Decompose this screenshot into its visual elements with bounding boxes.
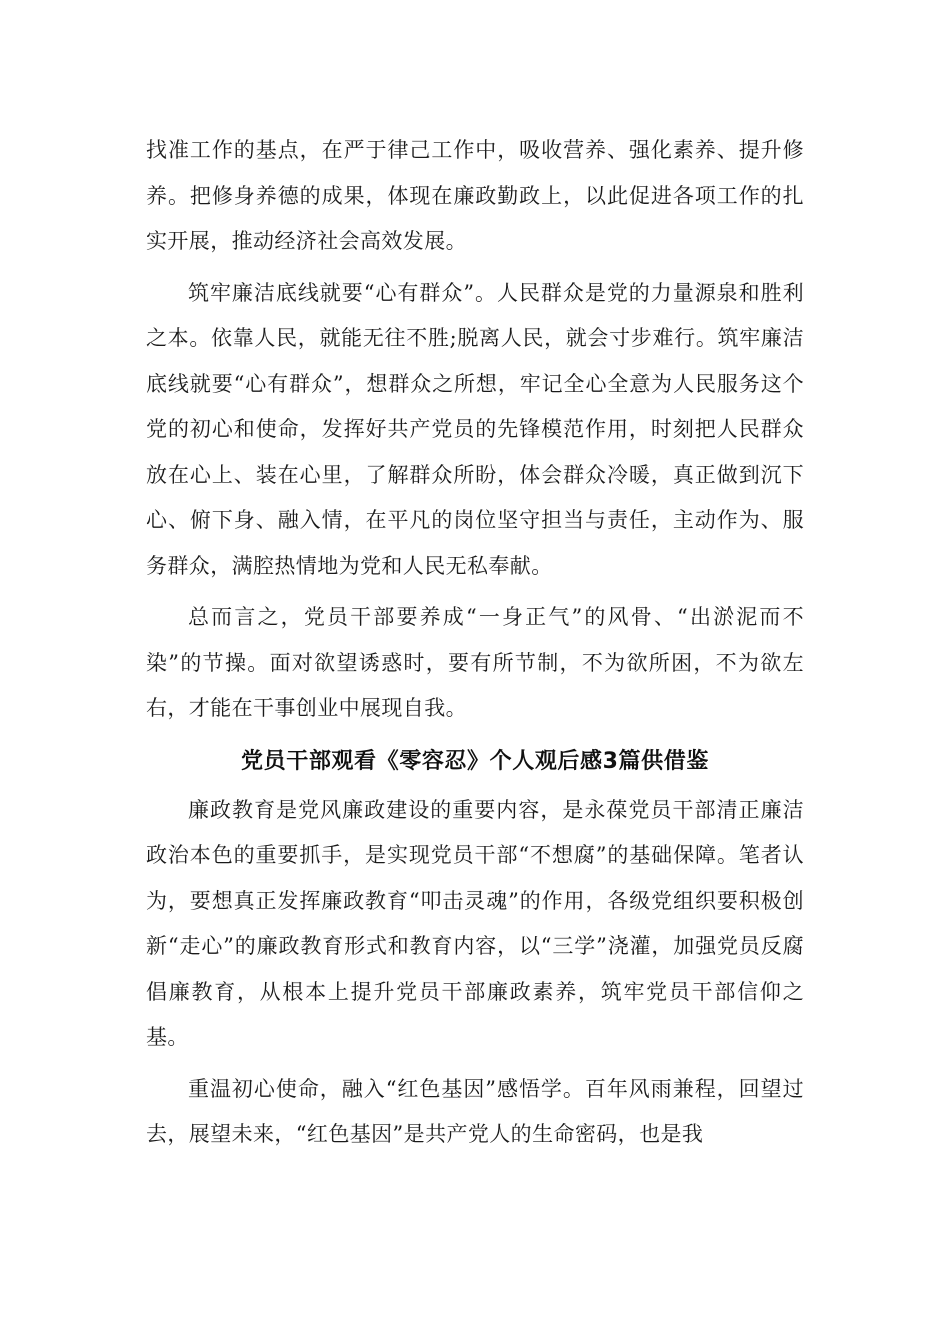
document-body	[146, 128, 804, 1158]
paragraph-continued: 找准工作的基点，在严于律己工作中，吸收营养、强化素养、提升修养。把修身养德的成果，体现在廉政勤政上，以此促进各项工作的扎实开展，推动经济社会高效发展。	[146, 138, 804, 253]
paragraph-conclusion: 总而言之，党员干部要养成“一身正气”的风骨、“出淤泥而不染”的节操。面对欲望诱惑时，要有所节制，不为欲所困，不为欲左右，才能在干事创业中展现自我。	[146, 605, 804, 720]
paragraph-intro: 廉政教育是党风廉政建设的重要内容，是永葆党员干部清正廉洁政治本色的重要抓手，是实现党员干部“不想腐”的基础保障。笔者认为，要想真正发挥廉政教育“叩击灵魂”的作用，各级党组织要积极创新“走心”的廉政教育形式和教育内容，以“三学”浇灌，加强党员反腐倡廉教育，从根本上提升党员干部廉政素养，筑牢党员干部信仰之基。	[146, 797, 804, 1049]
paragraph-masses: 筑牢廉洁底线就要“心有群众”。人民群众是党的力量源泉和胜利之本。依靠人民，就能无往不胜;脱离人民，就会寸步难行。筑牢廉洁底线就要“心有群众”，想群众之所想，牢记全心全意为人民服务这个党的初心和使命，发挥好共产党员的先锋模范作用，时刻把人民群众放在心上、装在心里，了解群众所盼，体会群众冷暖，真正做到沉下心、俯下身、融入情，在平凡的岗位坚守担当与责任，主动作为、服务群众，满腔热情地为党和人民无私奉献。	[146, 280, 804, 578]
paragraph-red-gene: 重温初心使命，融入“红色基因”感悟学。百年风雨兼程，回望过去，展望未来，“红色基因”是共产党人的生命密码，也是我	[146, 1076, 804, 1146]
section-heading: 党员干部观看《零容忍》个人观后感3篇供借鉴	[241, 748, 709, 774]
